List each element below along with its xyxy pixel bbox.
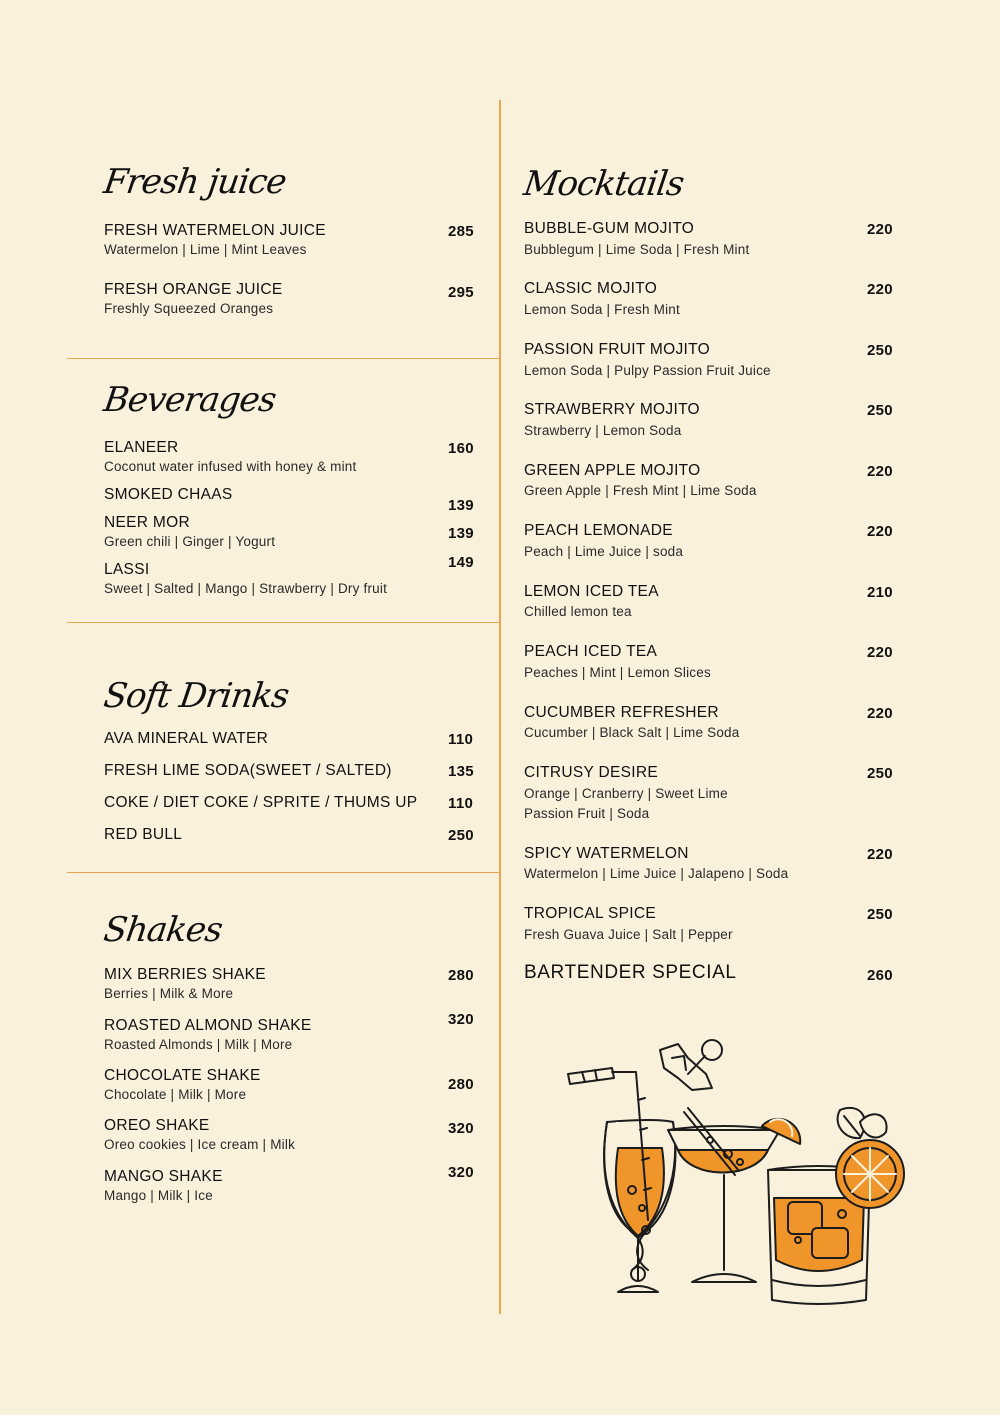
menu-item-desc: Sweet | Salted | Mango | Strawberry | Dry fruit	[104, 581, 388, 596]
menu-item-price: 220	[867, 523, 893, 540]
menu-item-price: 220	[867, 463, 893, 480]
menu-item-desc: Bubblegum | Lime Soda | Fresh Mint	[524, 242, 750, 257]
menu-item-price: 110	[448, 795, 474, 812]
menu-item-price: 139	[448, 497, 474, 514]
section-divider	[67, 872, 499, 873]
menu-item-desc: Watermelon | Lime | Mint Leaves	[104, 242, 307, 257]
menu-item-desc: Peach | Lime Juice | soda	[524, 544, 684, 559]
menu-item-price: 135	[448, 763, 474, 780]
menu-item-name: FRESH WATERMELON JUICE	[104, 222, 326, 239]
menu-item-desc: Chocolate | Milk | More	[104, 1087, 247, 1102]
menu-item-name: MIX BERRIES SHAKE	[104, 966, 266, 983]
menu-item-price: 285	[448, 223, 474, 240]
menu-item-price: 250	[448, 827, 474, 844]
bartender-special-name: BARTENDER SPECIAL	[524, 962, 737, 983]
menu-item-name: CHOCOLATE SHAKE	[104, 1067, 261, 1084]
menu-item-name: LEMON ICED TEA	[524, 583, 659, 600]
menu-item-desc: Green Apple | Fresh Mint | Lime Soda	[524, 483, 757, 498]
menu-item-name: ELANEER	[104, 439, 179, 456]
section-divider	[67, 358, 499, 359]
menu-item-name: CLASSIC MOJITO	[524, 280, 658, 297]
menu-item-name: ROASTED ALMOND SHAKE	[104, 1017, 312, 1034]
menu-item-price: 139	[448, 525, 474, 542]
column-divider	[499, 100, 501, 1314]
cocktail-glasses-icon	[560, 1030, 920, 1315]
menu-item-price: 250	[867, 402, 893, 419]
menu-item-desc: Roasted Almonds | Milk | More	[104, 1037, 293, 1052]
menu-item-name: FRESH ORANGE JUICE	[104, 281, 283, 298]
menu-item-desc: Fresh Guava Juice | Salt | Pepper	[524, 927, 733, 942]
menu-item-price: 210	[867, 584, 893, 601]
menu-item-desc: Lemon Soda | Pulpy Passion Fruit Juice	[524, 363, 771, 378]
menu-item-name: FRESH LIME SODA(SWEET / SALTED)	[104, 762, 392, 779]
menu-item-desc: Watermelon | Lime Juice | Jalapeno | Soda	[524, 866, 789, 881]
menu-item-name: AVA MINERAL WATER	[104, 730, 269, 747]
menu-item-name: PEACH ICED TEA	[524, 643, 658, 660]
menu-item-price: 295	[448, 284, 474, 301]
menu-item-name: NEER MOR	[104, 514, 190, 531]
menu-item-name: TROPICAL SPICE	[524, 905, 656, 922]
menu-item-name: MANGO SHAKE	[104, 1168, 223, 1185]
section-title-shakes: Shakes	[101, 910, 225, 950]
menu-item-price: 280	[448, 967, 474, 984]
menu-item-price: 220	[867, 705, 893, 722]
menu-item-price: 220	[867, 221, 893, 238]
menu-item-price: 250	[867, 342, 893, 359]
menu-item-desc: Coconut water infused with honey & mint	[104, 459, 357, 474]
menu-item-price: 220	[867, 846, 893, 863]
menu-item-name: PEACH LEMONADE	[524, 522, 673, 539]
bartender-special-price: 260	[867, 967, 893, 984]
section-title-soft-drinks: Soft Drinks	[101, 676, 291, 716]
menu-item-name: PASSION FRUIT MOJITO	[524, 341, 710, 358]
menu-item-name: SMOKED CHAAS	[104, 486, 233, 503]
section-title-mocktails: Mocktails	[521, 164, 686, 204]
menu-item-price: 220	[867, 281, 893, 298]
menu-item-desc: Freshly Squeezed Oranges	[104, 301, 274, 316]
menu-item-price: 250	[867, 906, 893, 923]
menu-item-name: SPICY WATERMELON	[524, 845, 689, 862]
menu-item-desc: Orange | Cranberry | Sweet Lime	[524, 786, 728, 801]
menu-item-price: 280	[448, 1076, 474, 1093]
menu-item-desc: Chilled lemon tea	[524, 604, 632, 619]
menu-item-name: RED BULL	[104, 826, 183, 843]
menu-item-desc: Cucumber | Black Salt | Lime Soda	[524, 725, 740, 740]
menu-item-desc: Mango | Milk | Ice	[104, 1188, 213, 1203]
menu-item-price: 160	[448, 440, 474, 457]
menu-item-name: LASSI	[104, 561, 150, 578]
menu-item-price: 320	[448, 1011, 474, 1028]
menu-item-price: 110	[448, 731, 474, 748]
section-title-fresh-juice: Fresh juice	[101, 162, 289, 202]
menu-item-price: 220	[867, 644, 893, 661]
menu-item-desc: Strawberry | Lemon Soda	[524, 423, 682, 438]
menu-item-name: COKE / DIET COKE / SPRITE / THUMS UP	[104, 794, 418, 811]
menu-item-name: OREO SHAKE	[104, 1117, 210, 1134]
menu-item-desc: Oreo cookies | Ice cream | Milk	[104, 1137, 296, 1152]
menu-item-name: CUCUMBER REFRESHER	[524, 704, 719, 721]
menu-item-price: 149	[448, 554, 474, 571]
menu-item-desc: Passion Fruit | Soda	[524, 806, 650, 821]
menu-item-desc: Lemon Soda | Fresh Mint	[524, 302, 680, 317]
menu-item-price: 250	[867, 765, 893, 782]
section-title-beverages: Beverages	[101, 380, 279, 420]
menu-item-name: STRAWBERRY MOJITO	[524, 401, 700, 418]
menu-item-name: BUBBLE-GUM MOJITO	[524, 220, 695, 237]
menu-item-desc: Green chili | Ginger | Yogurt	[104, 534, 276, 549]
section-divider	[67, 622, 499, 623]
menu-item-desc: Berries | Milk & More	[104, 986, 234, 1001]
menu-item-price: 320	[448, 1164, 474, 1181]
menu-item-name: GREEN APPLE MOJITO	[524, 462, 701, 479]
menu-item-name: CITRUSY DESIRE	[524, 764, 658, 781]
menu-item-price: 320	[448, 1120, 474, 1137]
menu-item-desc: Peaches | Mint | Lemon Slices	[524, 665, 711, 680]
